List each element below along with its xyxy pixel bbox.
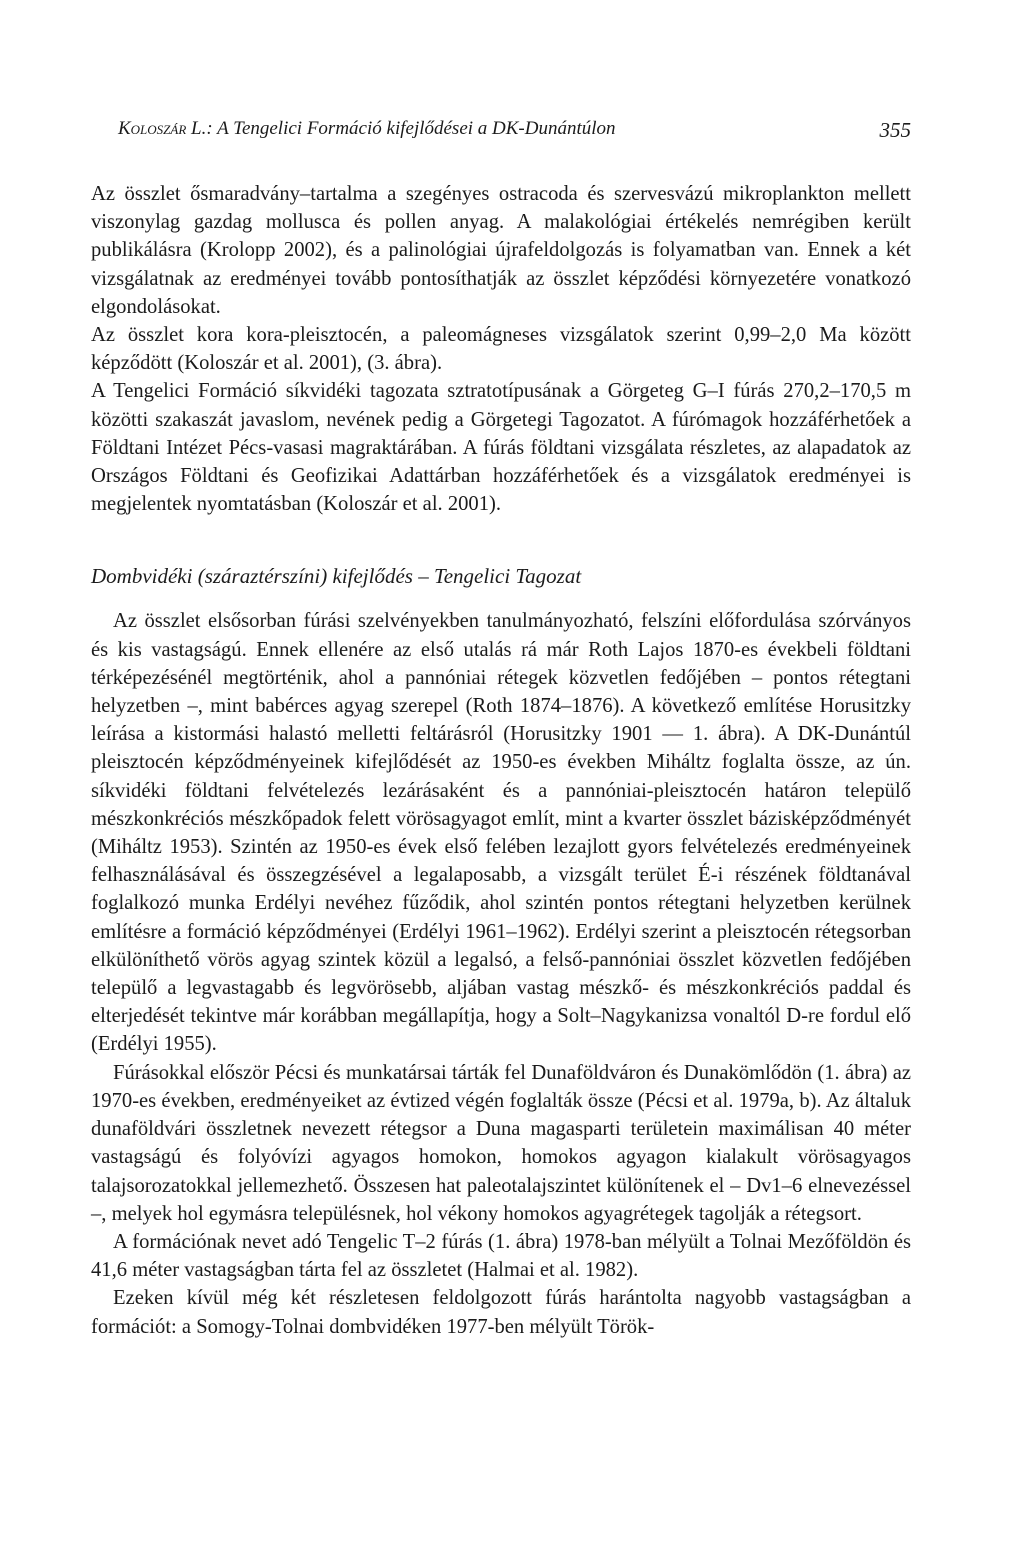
page bbox=[91, 118, 911, 1341]
paragraph: A formációnak nevet adó Tengelic T–2 fúrás (1. ábra) 1978-ban mélyült a Tolnai Mezőföldön és 41,6 méter vastagságban tárta fel az összletet (Halmai et al. 1982). bbox=[91, 1230, 911, 1282]
paragraph: Fúrásokkal először Pécsi és munkatársai tárták fel Dunaföldváron és Dunakömlődön (1. ábra) az 1970-es években, eredményeiket az évtized végén foglalták össze (Pécsi et al. 1979a, b). Az általuk dunaföldvári összletnek nevezett rétegsor a Duna magasparti területein maximálisan 40 méter vastagságú és folyóvízi agyagos homokon, homokos agyagon kialakult vörösagyagos talajsorozatokkal jellemezhető. Összesen hat paleotalajszintet különítenek el – Dv1–6 elnevezéssel –, melyek hol egymásra településnek, hol vékony homokos agyagrétegek tagolják a rétegsort. bbox=[91, 1061, 911, 1225]
section-heading: Dombvidéki (száraztérszíni) kifejlődés – Tengelici Tagozat bbox=[91, 564, 582, 589]
header-title: A Tengelici Formáció kifejlődései a DK-Dunántúlon bbox=[217, 118, 616, 139]
header-author: Koloszár L.: bbox=[118, 118, 213, 139]
paragraph: A Tengelici Formáció síkvidéki tagozata sztratotípusának a Görgeteg G–I fúrás 270,2–170,5 m közötti szakaszát javaslom, nevének pedig a Görgetegi Tagozatot. A fúrómagok hozzáférhetőek a Földtani Intézet Pécs-vasasi magraktárában. A fúrás földtani vizsgálata részletes, az alapadatok az Országos Földtani és Geofizikai Adattárban hozzáférhetőek és a vizsgálatok eredményei is megjelentek nyomtatásban (Koloszár et al. 2001). bbox=[91, 380, 911, 516]
page-number: 355 bbox=[879, 118, 911, 142]
paragraph: Ezeken kívül még két részletesen feldolgozott fúrás harántolta nagyobb vastagságban a formációt: a Somogy-Tolnai dombvidéken 1977-ben mélyült Török- bbox=[91, 1287, 911, 1338]
paragraph: Az összlet ősmaradvány–tartalma a szegényes ostracoda és szervesvázú mikroplankton mellett viszonylag gazdag mollusca és pollen anyag. A malakológiai értékelés nemrégiben került publikálásra (Krolopp 2002), és a palinológiai újrafeldolgozás is folyamatban van. Ennek a két vizsgálatnak az eredményei tovább pontosíthatják az összlet képződési környezetére vonatkozó elgondolásokat. bbox=[91, 183, 911, 318]
paragraph: Az összlet kora kora-pleisztocén, a paleomágneses vizsgálatok szerint 0,99–2,0 Ma között képződött (Koloszár et al. 2001), (3. ábra). bbox=[91, 324, 911, 375]
paragraph: Az összlet elsősorban fúrási szelvényekben tanulmányozható, felszíni előfordulása szórványos és kis vastagságú. Ennek ellenére az első utalás rá már Roth Lajos 1870-es évekbeli földtani térképezésénél megtörténik, ahol a pannóniai rétegek közvetlen fedőjében – pontos rétegtani helyzetben –, mint babérces agyag szerepel (Roth 1874–1876). A következő említése Horusitzky leírása a kistormási halastó melletti feltárásról (Horusitzky 1901 — 1. ábra). A DK-Dunántúl pleisztocén képződményeinek kifejlődését az 1950-es években Miháltz foglalta össze, az ún. síkvidéki földtani felvételezés lezárásaként és a pannóniai-pleisztocén határon települő mészkonkréciós mészkőpadok felett vörösagyagot említ, mint a kvarter összlet bázisképződményét (Miháltz 1953). Szintén az 1950-es évek első felében lezajlott gyors felvételezés eredményeinek felhasználásával és összegzésével a legalaposabb, a vizsgált terület É-i részének földtanával foglalkozó munka Erdélyi nevéhez fűződik, ahol szintén pontos rétegtani helyzetben kerülnek említésre a formáció képződményei (Erdélyi 1961–1962). Erdélyi szerint a pleisztocén rétegsorban elkülöníthető vörös agyag szintek közül a legalsó, a felső-pannóniai összlet közvetlen fedőjében települő a legvastagabb és legvörösebb, aljában vastag mészkő- és mészkonkréciós paddal és elterjedését tekintve már korábban megállapítja, hogy a Solt–Nagykanizsa vonaltól D-re fordul elő (Erdélyi 1955). bbox=[91, 610, 911, 1056]
body-text bbox=[91, 180, 911, 1341]
running-head bbox=[91, 118, 911, 148]
running-title bbox=[118, 118, 616, 140]
